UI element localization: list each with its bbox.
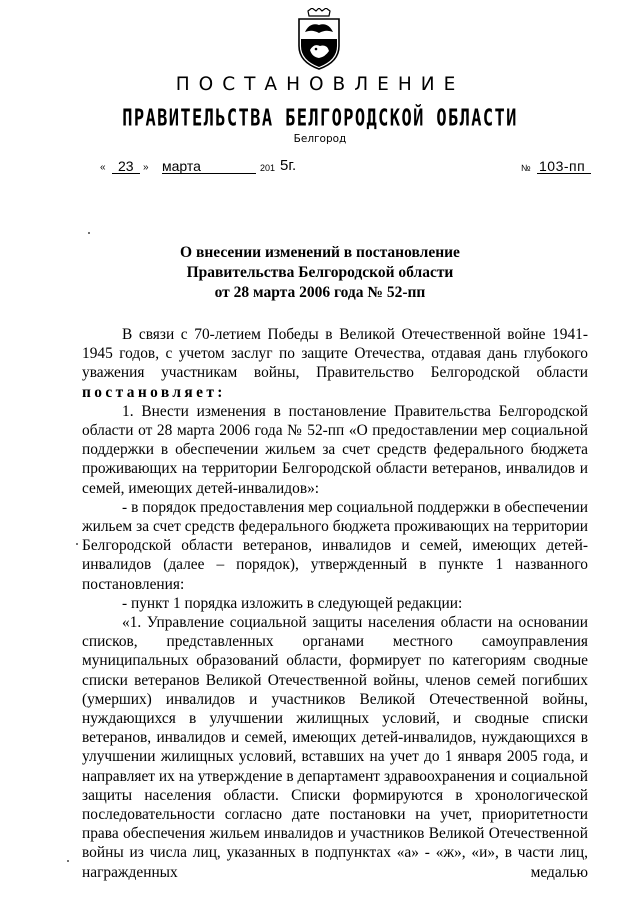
date-quote-close: » — [143, 162, 149, 173]
clause-1-paragraph: 1. Внести изменения в постановление Правительства Белгородской области от 28 марта 2006 года № 52-пп «О предоставлении мер социальной поддержки в обеспечении жильем за счет средств федерального бюджета проживающих на территории Белгородской области ветеранов, инвалидов и семей, имеющих детей-инвалидов»: — [82, 402, 588, 497]
coat-of-arms-icon — [294, 8, 344, 70]
month-underline — [162, 173, 256, 174]
date-quote-open: « — [100, 162, 106, 173]
date-day: 23 — [118, 158, 134, 174]
heading-line-1: О внесении изменений в постановление — [180, 244, 460, 261]
date-month: марта — [162, 158, 201, 174]
date-year-prefix: 201 — [260, 163, 276, 173]
number-underline — [537, 173, 591, 174]
resolves-line — [82, 383, 588, 402]
document-body — [82, 325, 588, 882]
day-underline — [112, 173, 140, 174]
document-title: ПОСТАНОВЛЕНИЕ — [175, 74, 465, 95]
resolves-word: постановляет: — [82, 383, 226, 401]
document-heading — [0, 243, 640, 303]
date-year-suffix: 5г. — [280, 157, 297, 174]
document-number: 103-пп — [539, 158, 586, 174]
new-wording-paragraph: «1. Управление социальной защиты населения области на основании списков, представленных органами местного самоуправления муниципальных образований области, формирует по категориям сводные списки ветеранов Великой Отечественной войны, членов семей погибших (умерших) инвалидов и участников Великой Отечественной войны, нуждающихся в улучшении жилищных условий, и сводные списки ветеранов, инвалидов и семей, имеющих детей-инвалидов, нуждающихся в улучшении жилищных условий, вставших на учет до 1 января 2005 года, и направляет их на утверждение в департамент здравоохранения и социальной защиты населения области. Списки формируются в хронологической последовательности согласно дате постановки на учет, приоритетности права обеспечения жильем инвалидов и участников Великой Отечественной войны из числа лиц, указанных в подпунктах «а» - «ж», «и», в части лиц, награжденных медалью — [82, 614, 588, 881]
date-and-number-line — [88, 157, 598, 178]
issuing-authority: ПРАВИТЕЛЬСТВА БЕЛГОРОДСКОЙ ОБЛАСТИ — [122, 105, 518, 132]
number-label: № — [521, 163, 531, 173]
scan-speck — [67, 860, 69, 862]
item-1-paragraph: - пункт 1 порядка изложить в следующей редакции: — [122, 594, 463, 612]
scan-speck — [76, 543, 78, 545]
amendment-paragraph: - в порядок предоставления мер социальной поддержки в обеспечении жильем за счет средств федерального бюджета проживающих на территории Белгородской области ветеранов, инвалидов и семей, имеющих детей-инвалидов (далее – порядок), утвержденный в пункте 1 названного постановления: — [82, 498, 588, 593]
preamble-paragraph: В связи с 70-летием Победы в Великой Отечественной войне 1941-1945 годов, с учетом заслуг по защите Отечества, отдавая дань глубокого уважения участникам войны, Правительство Белгородской области — [82, 326, 588, 382]
heading-line-3: от 28 марта 2006 года № 52-пп — [214, 284, 426, 301]
heading-line-2: Правительства Белгородской области — [186, 264, 454, 281]
scan-speck — [88, 232, 90, 234]
city-name: Белгород — [293, 133, 347, 145]
